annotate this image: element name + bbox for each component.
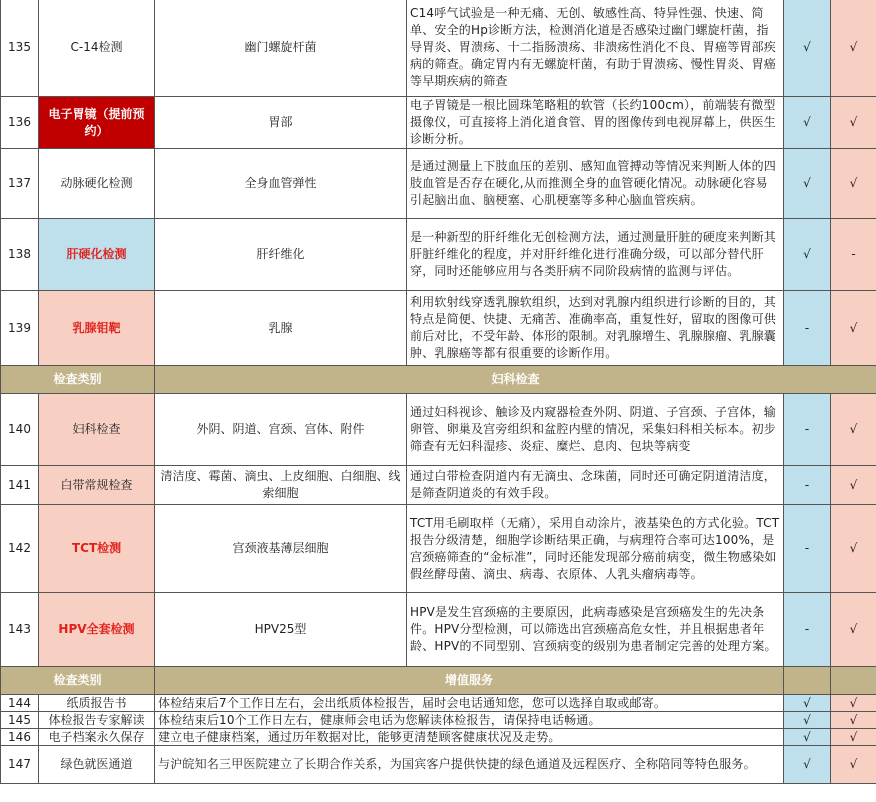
male-check: - <box>784 394 831 466</box>
item-number: 140 <box>1 394 39 466</box>
table-row <box>1 505 876 593</box>
item-scope: 胃部 <box>155 97 407 149</box>
male-check: - <box>784 291 831 366</box>
item-name: 绿色就医通道 <box>39 746 155 784</box>
male-check: √ <box>784 0 831 97</box>
item-number: 137 <box>1 149 39 219</box>
male-check: - <box>784 593 831 667</box>
item-number: 143 <box>1 593 39 667</box>
female-check: √ <box>831 97 876 149</box>
section-title: 妇科检查 <box>155 366 876 394</box>
item-scope: 外阴、阴道、宫颈、宫体、附件 <box>155 394 407 466</box>
item-name: 乳腺钼靶 <box>39 291 155 366</box>
male-check: √ <box>784 746 831 784</box>
item-name: 体检报告专家解读 <box>39 712 155 729</box>
item-scope: HPV25型 <box>155 593 407 667</box>
table-row <box>1 219 876 291</box>
item-description: 体检结束后7个工作日左右，会出纸质体检报告，届时会电话通知您，您可以选择自取或邮寄。 <box>155 695 784 712</box>
item-number: 144 <box>1 695 39 712</box>
female-check: √ <box>831 593 876 667</box>
item-description: 通过白带检查阴道内有无滴虫、念珠菌，同时还可确定阴道清洁度，是筛查阴道炎的有效手段。 <box>407 466 784 505</box>
item-name: 动脉硬化检测 <box>39 149 155 219</box>
section-title: 增值服务 <box>155 667 784 695</box>
item-name: 肝硬化检测 <box>39 219 155 291</box>
female-check: √ <box>831 746 876 784</box>
item-number: 142 <box>1 505 39 593</box>
header-blank <box>831 667 876 695</box>
header-blank <box>784 667 831 695</box>
table-row <box>1 0 876 97</box>
female-check: √ <box>831 149 876 219</box>
item-description: 与沪皖知名三甲医院建立了长期合作关系，为国宾客户提供快捷的绿色通道及远程医疗、全称陪同等特色服务。 <box>155 746 784 784</box>
item-description: 体检结束后10个工作日左右，健康师会电话为您解读体检报告，请保持电话畅通。 <box>155 712 784 729</box>
item-name: 妇科检查 <box>39 394 155 466</box>
female-check: √ <box>831 505 876 593</box>
table-row <box>1 149 876 219</box>
item-name: 电子档案永久保存 <box>39 729 155 746</box>
item-description: C14呼气试验是一种无痛、无创、敏感性高、特异性强、快速、简单、安全的Hp诊断方法，检测消化道是否感染过幽门螺旋杆菌，指导胃炎、胃溃疡、十二指肠溃疡、非溃疡性消化不良、胃癌等胃部疾病的筛查。确定胃内有无螺旋杆菌，有助于胃溃疡、慢性胃炎、胃癌等早期疾病的筛查 <box>407 0 784 97</box>
item-name: C-14检测 <box>39 0 155 97</box>
section-category-label: 检查类别 <box>1 667 155 695</box>
item-number: 141 <box>1 466 39 505</box>
item-scope: 宫颈液基薄层细胞 <box>155 505 407 593</box>
table-row <box>1 97 876 149</box>
item-number: 138 <box>1 219 39 291</box>
item-number: 139 <box>1 291 39 366</box>
section-header <box>1 366 876 394</box>
female-check: √ <box>831 0 876 97</box>
item-description: 建立电子健康档案，通过历年数据对比，能够更清楚顾客健康状况及走势。 <box>155 729 784 746</box>
female-check: √ <box>831 291 876 366</box>
item-scope: 清洁度、霉菌、滴虫、上皮细胞、白细胞、线索细胞 <box>155 466 407 505</box>
male-check: √ <box>784 149 831 219</box>
female-check: √ <box>831 466 876 505</box>
item-name: 白带常规检查 <box>39 466 155 505</box>
item-description: HPV是发生宫颈癌的主要原因，此病毒感染是宫颈癌发生的先决条件。HPV分型检测，可以筛选出宫颈癌高危女性，并且根据患者年龄、HPV的不同型别、宫颈病变的级别为患者制定完善的处理方案。 <box>407 593 784 667</box>
female-check: √ <box>831 729 876 746</box>
male-check: √ <box>784 695 831 712</box>
item-scope: 全身血管弹性 <box>155 149 407 219</box>
item-number: 136 <box>1 97 39 149</box>
male-check: - <box>784 466 831 505</box>
male-check: - <box>784 505 831 593</box>
male-check: √ <box>784 219 831 291</box>
section-category-label: 检查类别 <box>1 366 155 394</box>
table-row <box>1 291 876 366</box>
item-description: TCT用毛刷取样（无痛），采用自动涂片，液基染色的方式化验。TCT报告分级清楚，细胞学诊断结果正确，与病理符合率可达100%，是宫颈癌筛查的“金标准”，同时还能发现部分癌前病变，微生物感染如假丝酵母菌、滴虫、病毒、衣原体、人乳头瘤病毒等。 <box>407 505 784 593</box>
table-row <box>1 746 876 784</box>
table-row <box>1 712 876 729</box>
item-description: 通过妇科视诊、触诊及内窥器检查外阴、阴道、子宫颈、子宫体，输卵管、卵巢及宫旁组织和盆腔内壁的情况，采集妇科相关标本。初步筛查有无妇科湿疹、炎症、糜烂、息肉、包块等病变 <box>407 394 784 466</box>
male-check: √ <box>784 712 831 729</box>
table-row <box>1 729 876 746</box>
male-check: √ <box>784 97 831 149</box>
item-description: 是通过测量上下肢血压的差别、感知血管搏动等情况来判断人体的四肢血管是否存在硬化,从而推测全身的血管硬化情况。动脉硬化容易引起脑出血、脑梗塞、心肌梗塞等多种心脑血管疾病。 <box>407 149 784 219</box>
item-number: 147 <box>1 746 39 784</box>
item-scope: 乳腺 <box>155 291 407 366</box>
female-check: √ <box>831 394 876 466</box>
table-row <box>1 466 876 505</box>
item-description: 电子胃镜是一根比圆珠笔略粗的软管（长约100cm），前端装有微型摄像仪，可直接将上消化道食管、胃的图像传到电视屏幕上，供医生诊断分析。 <box>407 97 784 149</box>
item-number: 146 <box>1 729 39 746</box>
item-description: 利用软射线穿透乳腺软组织，达到对乳腺内组织进行诊断的目的，其特点是简便、快捷、无痛苦、准确率高，重复性好，留取的图像可供前后对比，不受年龄、体形的限制。对乳腺增生、乳腺腺瘤、乳腺囊肿、乳腺癌等都有很重要的诊断作用。 <box>407 291 784 366</box>
item-name: TCT检测 <box>39 505 155 593</box>
item-name: 纸质报告书 <box>39 695 155 712</box>
table-row <box>1 695 876 712</box>
item-name: HPV全套检测 <box>39 593 155 667</box>
female-check: √ <box>831 695 876 712</box>
item-scope: 肝纤维化 <box>155 219 407 291</box>
section-header <box>1 667 876 695</box>
item-scope: 幽门螺旋杆菌 <box>155 0 407 97</box>
item-number: 135 <box>1 0 39 97</box>
female-check: √ <box>831 712 876 729</box>
table-row <box>1 394 876 466</box>
item-number: 145 <box>1 712 39 729</box>
item-description: 是一种新型的肝纤维化无创检测方法，通过测量肝脏的硬度来判断其肝脏纤维化的程度，并对肝纤维化进行准确分级，可以部分替代肝穿，同时还能够应用与各类肝病不同阶段病情的监测与评估。 <box>407 219 784 291</box>
female-check: - <box>831 219 876 291</box>
male-check: √ <box>784 729 831 746</box>
table-row <box>1 593 876 667</box>
item-name: 电子胃镜（提前预约） <box>39 97 155 149</box>
